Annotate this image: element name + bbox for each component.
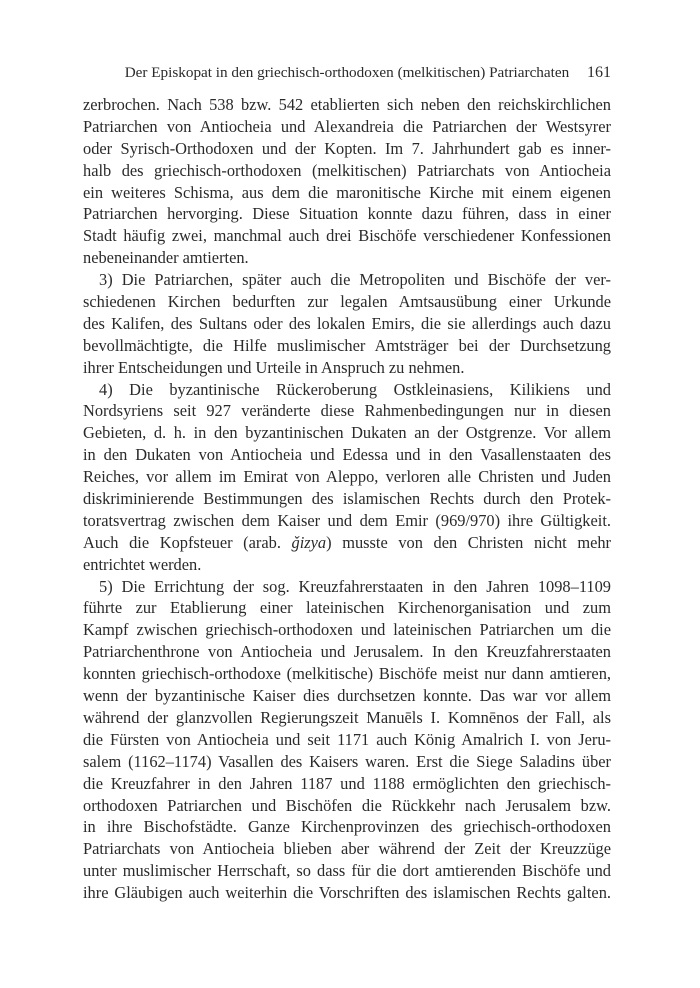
text-line: Patriarchen von Antiocheia und Alexandreia die Patriarchen der Westsyrer (83, 116, 611, 136)
text-line: 3) Die Patriarchen, später auch die Metropoliten und Bischöfe der ver- (99, 270, 611, 290)
text-line: die Kreuzfahrer in den Jahren 1187 und 1188 ermöglichten den griechisch- (83, 773, 611, 793)
text-line: salem (1162–1174) Vasallen des Kaisers waren. Erst die Siege Saladins über (83, 751, 611, 771)
paragraph-4 (83, 379, 611, 576)
text-line: oder Syrisch-Orthodoxen und der Kopten. Im 7. Jahrhundert gab es inner- (83, 138, 611, 158)
text-line: in ihre Bischofstädte. Ganze Kirchenprovinzen des griechisch-orthodoxen (83, 817, 611, 837)
text-line: nebeneinander amtierten. (83, 248, 249, 268)
text-line: bevollmächtigte, die Hilfe muslimischer Amtsträger bei der Durchsetzung (83, 335, 611, 355)
italic-term: ǧizya (291, 532, 327, 552)
paragraph-3 (83, 269, 611, 378)
running-head-title: Der Episkopat in den griechisch-orthodoxen (melkitischen) Patriarchaten (124, 64, 570, 81)
text-line: ein weiteres Schisma, aus dem die maronitische Kirche mit einem eigenen (83, 182, 611, 202)
text-line: die Fürsten von Antiocheia und seit 1171 auch König Amalrich I. von Jeru- (83, 729, 611, 749)
text-line: konnten griechisch-orthodoxe (melkitische) Bischöfe meist nur dann amtieren, (83, 664, 611, 684)
body-text (83, 94, 611, 904)
text-line: Gebieten, d. h. in den byzantinischen Dukaten an der Ostgrenze. Vor allem (83, 423, 611, 443)
text-line: 5) Die Errichtung der sog. Kreuzfahrerstaaten in den Jahren 1098–1109 (99, 576, 611, 596)
text-line: Kampf zwischen griechisch-orthodoxen und lateinischen Patriarchen um die (83, 620, 611, 640)
text-segment: ) musste von den Christen nicht mehr (326, 532, 611, 552)
text-line: Nordsyriens seit 927 veränderte diese Rahmenbedingungen nur in diesen (83, 401, 611, 421)
text-line: toratsvertrag zwischen dem Kaiser und dem Emir (969/970) ihre Gültigkeit. (83, 510, 611, 530)
text-line: Patriarchen hervorging. Diese Situation konnte dazu führen, dass in einer (83, 204, 611, 224)
text-line: Reiches, vor allem im Emirat von Aleppo, verloren alle Christen und Juden (83, 467, 611, 487)
text-line: wenn der byzantinische Kaiser dies durchsetzen konnte. Das war vor allem (83, 686, 611, 706)
paragraph-5 (83, 576, 611, 904)
paragraph-continuation (83, 94, 611, 269)
text-line: orthodoxen Patriarchen und Bischöfen die Rückkehr nach Jerusalem bzw. (83, 795, 611, 815)
text-line: ihrer Entscheidungen und Urteile in Anspruch zu nehmen. (83, 357, 465, 377)
text-line: diskriminierende Bestimmungen des islamischen Rechts durch den Protek- (83, 489, 611, 509)
text-line: Stadt häufig zwei, manchmal auch drei Bischöfe verschiedener Konfessionen (83, 226, 611, 246)
text-line: führte zur Etablierung einer lateinischen Kirchenorganisation und zum (83, 598, 611, 618)
text-line: unter muslimischer Herrschaft, so dass für die dort amtierenden Bischöfe und (83, 861, 611, 881)
page-number: 161 (587, 64, 611, 81)
text-line: Patriarchats von Antiocheia blieben aber während der Zeit der Kreuzzüge (83, 839, 611, 859)
text-line: halb des griechisch-orthodoxen (melkitischen) Patriarchats von Antiocheia (83, 160, 611, 180)
running-head (83, 62, 611, 84)
text-line: 4) Die byzantinische Rückeroberung Ostkleinasiens, Kilikiens und (99, 379, 611, 399)
text-line: zerbrochen. Nach 538 bzw. 542 etablierten sich neben den reichskirchlichen (83, 95, 611, 114)
text-line: in den Dukaten von Antiocheia und Edessa und in den Vasallenstaaten des (83, 445, 611, 465)
text-line: schiedenen Kirchen bedurften zur legalen Amtsausübung einer Urkunde (83, 292, 611, 312)
text-line: während der glanzvollen Regierungszeit Manuēls I. Komnēnos der Fall, als (83, 707, 611, 727)
text-line: ihre Gläubigen auch weiterhin die Vorschriften des islamischen Rechts galten. (83, 883, 611, 903)
text-segment: Auch die Kopfsteuer (arab. (83, 532, 292, 552)
text-line: des Kalifen, des Sultans oder des lokalen Emirs, die sie allerdings auch dazu (83, 313, 611, 333)
text-line: Patriarchenthrone von Antiocheia und Jerusalem. In den Kreuzfahrerstaaten (83, 642, 611, 662)
text-line: entrichtet werden. (83, 554, 202, 574)
text-line-with-italic (83, 532, 611, 554)
